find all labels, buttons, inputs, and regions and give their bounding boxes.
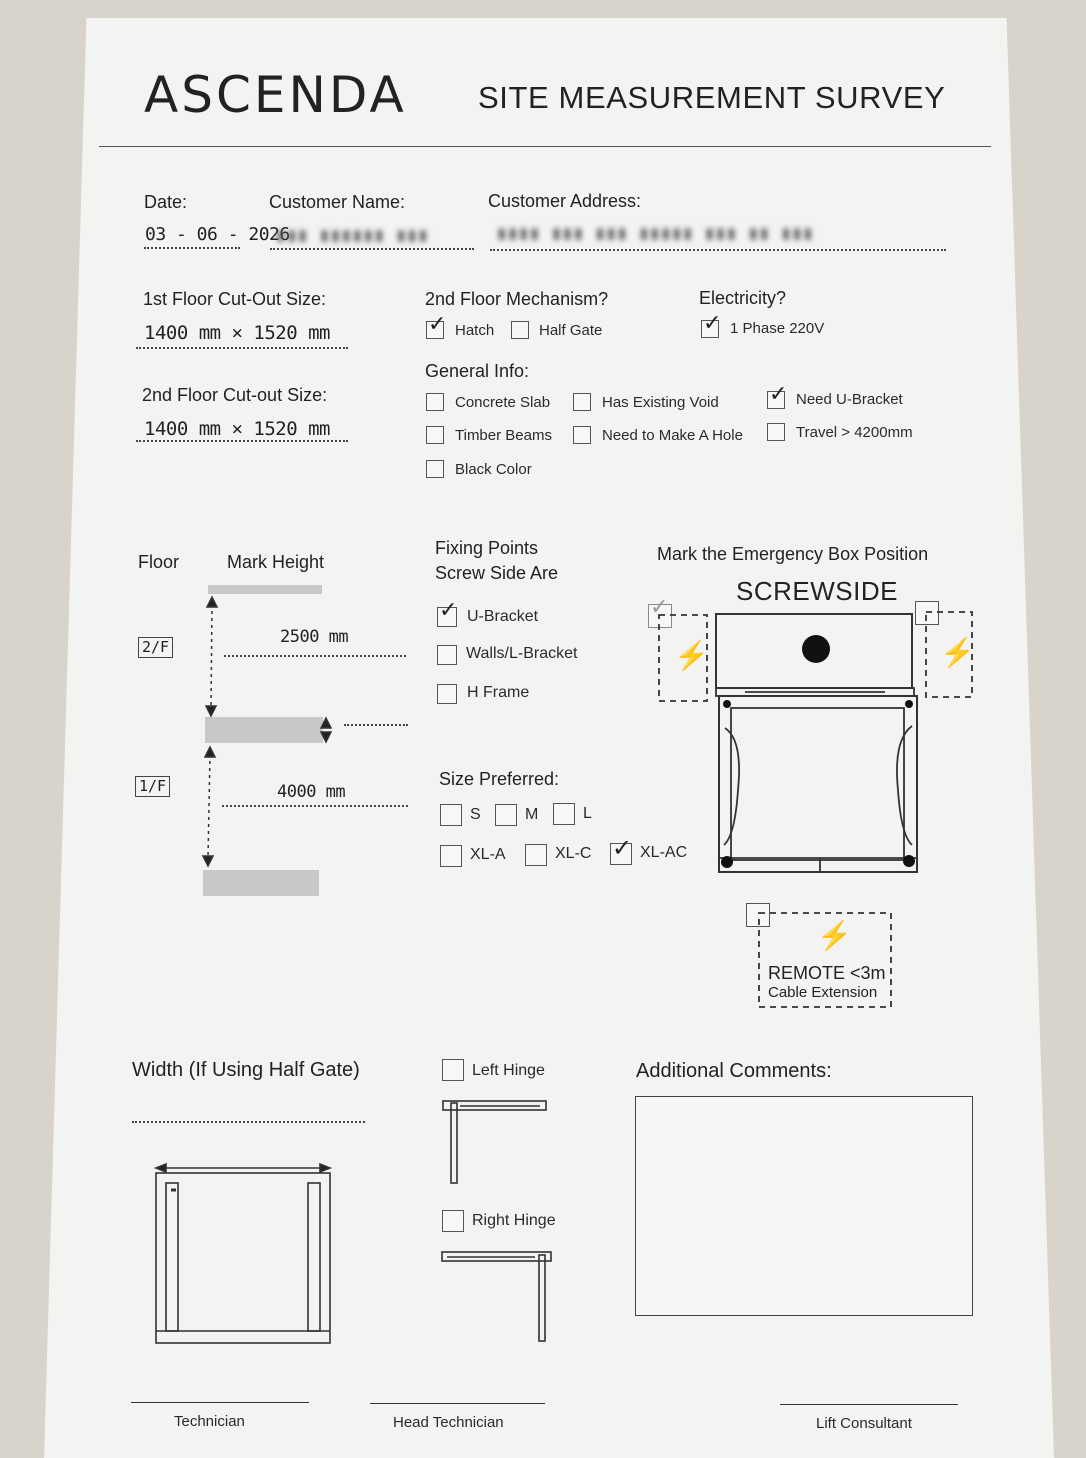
h-frame-label: H Frame xyxy=(467,684,530,701)
floor-column-label: Floor xyxy=(138,552,180,572)
phase-220v-label: 1 Phase 220V xyxy=(730,320,825,337)
floor-2f-height-value[interactable]: 2500 mm xyxy=(280,627,349,647)
technician-signature-line[interactable] xyxy=(131,1402,309,1403)
customer-address-value-redacted[interactable]: ▮▮▮▮ ▮▮▮ ▮▮▮ ▮▮▮▮▮ ▮▮▮ ▮▮ ▮▮▮ xyxy=(496,222,814,244)
screwside-label: SCREWSIDE xyxy=(736,576,898,606)
size-l-label: L xyxy=(583,805,592,822)
width-label: Width (If Using Half Gate) xyxy=(132,1059,360,1081)
first-floor-cutout-value[interactable]: 1400 mm × 1520 mm xyxy=(144,322,330,344)
check-mark-icon: ✓ xyxy=(439,598,458,623)
floor-1f-box: 1/F xyxy=(135,776,170,797)
second-floor-cutout-label: 2nd Floor Cut-out Size: xyxy=(142,385,328,405)
lift-consultant-signature-line[interactable] xyxy=(780,1404,958,1405)
need-u-bracket-label: Need U-Bracket xyxy=(796,391,903,408)
black-color-label: Black Color xyxy=(455,461,532,478)
make-hole-label: Need to Make A Hole xyxy=(602,427,743,444)
check-mark-icon: ✓ xyxy=(428,312,447,337)
head-technician-label: Head Technician xyxy=(393,1414,504,1431)
cable-extension-label: Cable Extension xyxy=(768,984,878,1001)
fixing-points-label-line2: Screw Side Are xyxy=(435,563,559,583)
mark-height-label: Mark Height xyxy=(227,552,325,572)
emergency-box-label: Mark the Emergency Box Position xyxy=(657,544,929,564)
second-floor-cutout-value[interactable]: 1400 mm × 1520 mm xyxy=(144,418,330,440)
right-hinge-label: Right Hinge xyxy=(472,1212,556,1229)
first-floor-cutout-label: 1st Floor Cut-Out Size: xyxy=(143,289,327,309)
concrete-slab-label: Concrete Slab xyxy=(455,394,551,411)
size-preferred-label: Size Preferred: xyxy=(439,769,560,789)
customer-address-label: Customer Address: xyxy=(488,191,642,211)
floor-2f-box: 2/F xyxy=(138,637,173,658)
general-info-label: General Info: xyxy=(425,361,530,381)
lightning-bolt-icon: ⚡ xyxy=(674,640,709,671)
floor-1f-height-value[interactable]: 4000 mm xyxy=(277,782,346,802)
check-mark-icon: ✓ xyxy=(612,834,633,862)
customer-name-value-redacted[interactable]: ▮▮▮ ▮▮▮▮▮▮ ▮▮▮ xyxy=(275,224,429,246)
size-xl-ac-label: XL-AC xyxy=(640,844,688,861)
electricity-label: Electricity? xyxy=(699,288,787,308)
document-title: SITE MEASUREMENT SURVEY xyxy=(478,80,946,115)
faint-check-mark-icon: ✓ xyxy=(650,595,669,620)
walls-l-bracket-label: Walls/L-Bracket xyxy=(466,645,578,662)
technician-label: Technician xyxy=(174,1413,245,1430)
size-m-label: M xyxy=(525,806,539,823)
head-technician-signature-line[interactable] xyxy=(370,1403,545,1404)
u-bracket-label: U-Bracket xyxy=(467,608,539,625)
additional-comments-box[interactable] xyxy=(635,1096,973,1316)
size-s-label: S xyxy=(470,806,481,823)
date-label: Date: xyxy=(144,192,188,212)
lightning-bolt-icon: ⚡ xyxy=(817,920,852,951)
remote-label: REMOTE <3m xyxy=(768,963,886,983)
left-hinge-label: Left Hinge xyxy=(472,1062,545,1079)
hatch-label: Hatch xyxy=(455,322,495,339)
fixing-points-label-line1: Fixing Points xyxy=(435,538,539,558)
travel-4200-label: Travel > 4200mm xyxy=(796,424,913,441)
existing-void-label: Has Existing Void xyxy=(602,394,719,411)
timber-beams-label: Timber Beams xyxy=(455,427,552,444)
half-gate-label: Half Gate xyxy=(539,322,603,339)
check-mark-icon: ✓ xyxy=(703,311,722,336)
size-xl-c-label: XL-C xyxy=(555,845,592,862)
mechanism-label: 2nd Floor Mechanism? xyxy=(425,289,609,309)
additional-comments-label: Additional Comments: xyxy=(636,1060,832,1082)
customer-name-label: Customer Name: xyxy=(269,192,406,212)
check-mark-icon: ✓ xyxy=(769,382,788,407)
lightning-bolt-icon: ⚡ xyxy=(940,637,975,668)
date-value[interactable]: 03 - 06 - 2026 xyxy=(145,224,290,245)
lift-consultant-label: Lift Consultant xyxy=(816,1415,912,1432)
size-xl-a-label: XL-A xyxy=(470,846,506,863)
brand-logo: ASCENDA xyxy=(144,66,407,124)
